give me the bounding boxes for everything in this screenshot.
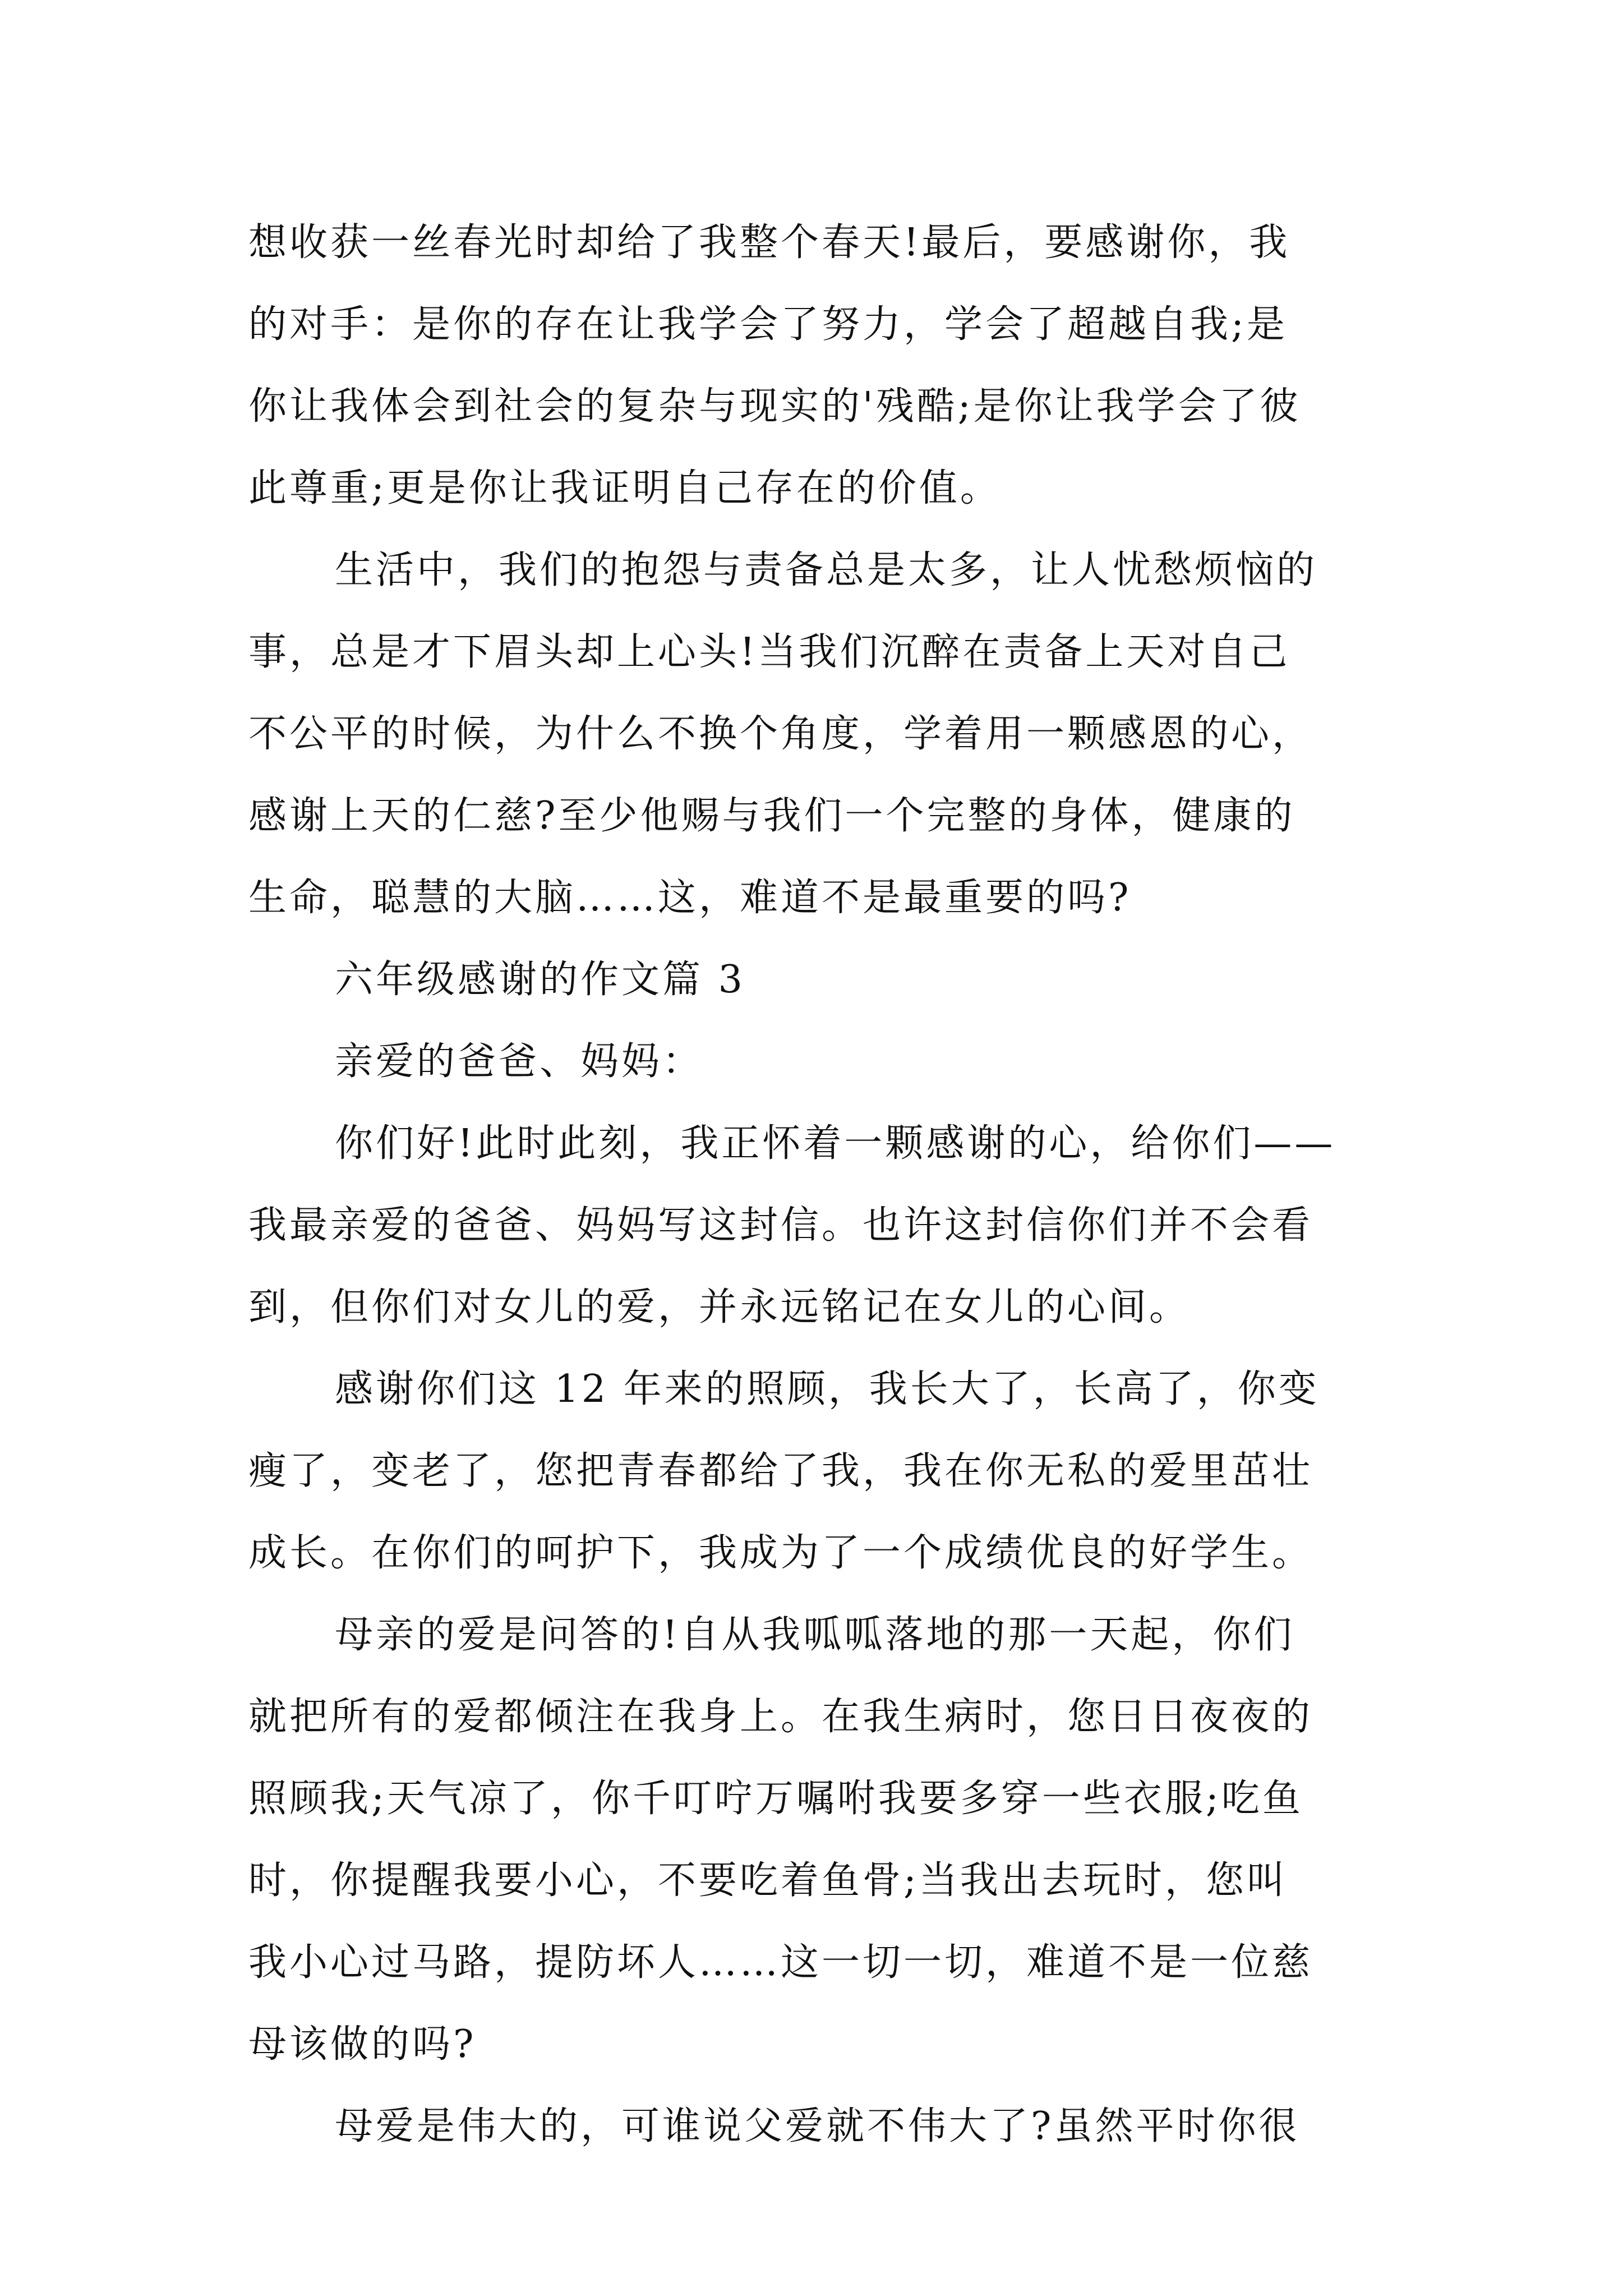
paragraph-first-line: 感谢你们这 12 年来的照顾，我长大了，长高了，你变 (335, 1367, 1320, 1411)
paragraph-first-line: 母爱是伟大的，可谁说父爱就不伟大了?虽然平时你很 (335, 2104, 1300, 2148)
paragraph-first-line: 生活中，我们的抱怨与责备总是太多，让人忧愁烦恼的 (335, 548, 1318, 592)
text-line: 母该做的吗? (248, 2022, 477, 2067)
salutation: 亲爱的爸爸、妈妈： (335, 1039, 704, 1084)
text-line: 你让我体会到社会的复杂与现实的'残酷;是你让我学会了彼 (248, 384, 1301, 429)
text-line: 感谢上天的仁慈?至少他赐与我们一个完整的身体，健康的 (248, 794, 1295, 838)
text-line: 的对手：是你的存在让我学会了努力，学会了超越自我;是 (248, 302, 1288, 347)
text-line: 我小心过马路，提防坏人……这一切一切，难道不是一位慈 (248, 1940, 1313, 1985)
paragraph-first-line: 你们好!此时此刻，我正怀着一颗感谢的心，给你们—— (335, 1121, 1336, 1166)
text-line: 成长。在你们的呵护下，我成为了一个成绩优良的好学生。 (248, 1531, 1313, 1575)
text-line: 照顾我;天气凉了，你千叮咛万嘱咐我要多穿一些衣服;吃鱼 (248, 1777, 1303, 1821)
text-line: 此尊重;更是你让我证明自己存在的价值。 (248, 466, 1001, 510)
paragraph-first-line: 母亲的爱是问答的!自从我呱呱落地的那一天起，你们 (335, 1613, 1295, 1657)
text-line: 事，总是才下眉头却上心头!当我们沉醉在责备上天对自己 (248, 630, 1290, 674)
essay-text (248, 202, 1393, 2168)
text-line: 我最亲爱的爸爸、妈妈写这封信。也许这封信你们并不会看 (248, 1203, 1313, 1248)
text-line: 不公平的时候，为什么不换个角度，学着用一颗感恩的心， (248, 712, 1313, 756)
text-line: 到，但你们对女儿的爱，并永远铭记在女儿的心间。 (248, 1285, 1191, 1329)
section-heading: 六年级感谢的作文篇 3 (335, 958, 745, 1002)
text-line: 就把所有的爱都倾注在我身上。在我生病时，您日日夜夜的 (248, 1695, 1313, 1739)
text-line: 时，你提醒我要小心，不要吃着鱼骨;当我出去玩时，您叫 (248, 1858, 1288, 1903)
text-line: 瘦了，变老了，您把青春都给了我，我在你无私的爱里茁壮 (248, 1449, 1313, 1493)
text-line: 生命，聪慧的大脑……这，难道不是最重要的吗? (248, 876, 1132, 920)
text-line: 想收获一丝春光时却给了我整个春天!最后，要感谢你，我 (248, 220, 1290, 265)
